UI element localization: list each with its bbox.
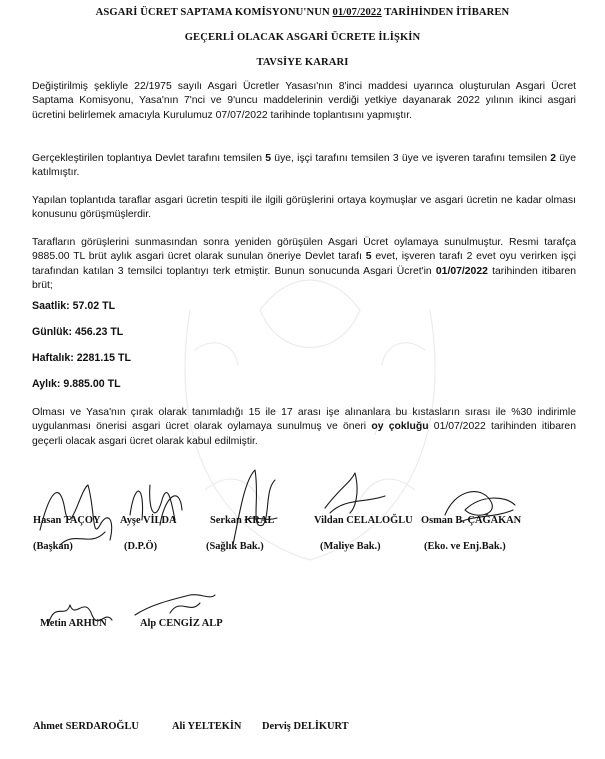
- title-suffix: TARİHİNDEN İTİBAREN: [384, 7, 510, 18]
- amount-weekly: [32, 351, 131, 365]
- paragraph-1: Değiştirilmiş şekliyle 22/1975 sayılı Asgari Ücretler Yasası'nın 8'inci maddesi uyarınca oluşturulan Asgari Ücret Saptama Komisyonu, Yasa'nın 7'nci ve 9'uncu maddelerinin verdiği yetkiye dayanarak 2022 yılının ikinci asgari ücretini belirlemek amacıyla Kurulumuz 07/07/2022 tarihinde toplantısını yapmıştır.: [32, 81, 576, 121]
- signatory-name-5: Osman B. ÇAĞAKAN: [421, 515, 522, 526]
- paragraph-2-text-a: Gerçekleştirilen toplantıya Devlet tarafını temsilen: [32, 153, 263, 164]
- signatory-role-3: (Sağlık Bak.): [206, 541, 264, 552]
- signatory-name-7: Alp CENGİZ ALP: [140, 618, 223, 629]
- document-title-line-3: TAVSİYE KARARI: [256, 57, 349, 68]
- signatory-name-3: Serkan KRAL: [210, 515, 275, 526]
- signatory-name-8: Ahmet SERDAROĞLU: [33, 721, 139, 732]
- amount-daily-value: 456.23 TL: [74, 326, 124, 338]
- paragraph-4: [32, 236, 576, 294]
- paragraph-2-count-state: 5: [265, 153, 272, 164]
- title-prefix: ASGARİ ÜCRET SAPTAMA KOMİSYONU'NUN: [95, 7, 330, 18]
- signatory-role-5: (Eko. ve Enj.Bak.): [424, 541, 506, 552]
- paragraph-4-text-e: tarihinden itibaren brüt;: [32, 265, 577, 292]
- signatory-name-9: Ali YELTEKİN: [172, 721, 242, 732]
- signatory-role-4: (Maliye Bak.): [320, 541, 381, 552]
- signature-kral: [225, 460, 285, 550]
- paragraph-5: [32, 406, 576, 449]
- paragraph-5-majority: oy çokluğu: [371, 421, 429, 433]
- paragraph-5-text-c: 01/07/2022 tarihinden itibaren geçerli olacak asgari ücret olarak kabul edilmiştir.: [32, 421, 576, 447]
- amount-daily-label: Günlük:: [32, 326, 73, 338]
- signatory-name-6: Metin ARHUN: [40, 618, 107, 629]
- paragraph-2: [32, 152, 576, 181]
- document-title-line-2: GEÇERLİ OLACAK ASGARİ ÜCRETE İLİŞKİN: [184, 32, 421, 43]
- paragraph-4-yes-count: 5: [365, 251, 372, 263]
- signature-vilda: [120, 465, 190, 545]
- paragraph-4-text-a: Tarafların görüşlerini sunmasından sonra yeniden görüşülen Asgari Ücret oylamaya sunulmuştur. Resmi tarafça 9885.00 TL brüt aylık asgari ücret olarak sunulan öneriye Devlet tarafı: [32, 237, 576, 263]
- amount-weekly-label: Haftalık:: [32, 352, 74, 364]
- paragraph-4-text-c: evet, işveren tarafı 2 evet oyu verirken işçi tarafından katılan 3 temsilci toplantıyı terk etmiştir. Bunun sonucunda Asgari Ücret'in: [32, 251, 577, 277]
- amount-hourly-label: Saatlik:: [32, 300, 70, 312]
- amount-monthly-label: Aylık:: [32, 378, 61, 390]
- document-title-line-1: [0, 6, 605, 20]
- signatory-name-2: Ayşe VİLDA: [120, 515, 177, 526]
- paragraph-2-count-employer: 2: [550, 153, 557, 164]
- amount-hourly: [32, 299, 115, 313]
- amount-daily: [32, 325, 123, 339]
- amount-monthly: [32, 377, 121, 391]
- amount-hourly-value: 57.02 TL: [72, 300, 116, 312]
- paragraph-2-text-e: üye katılmıştır.: [32, 153, 577, 179]
- signatory-role-1: (Başkan): [33, 541, 73, 552]
- amount-weekly-value: 2281.15 TL: [76, 352, 131, 364]
- signatory-name-4: Vildan CELALOĞLU: [314, 515, 413, 526]
- paragraph-4-date: 01/07/2022: [435, 265, 488, 277]
- signature-arhun: [40, 590, 120, 640]
- signatory-role-2: (D.P.Ö): [124, 541, 158, 552]
- paragraph-2-text-c: üye, işçi tarafını temsilen 3 üye ve işveren tarafını temsilen: [274, 153, 548, 164]
- title-date: 01/07/2022: [332, 7, 382, 18]
- amount-monthly-value: 9.885.00 TL: [63, 378, 121, 390]
- paragraph-3: Yapılan toplantıda taraflar asgari ücretin tespiti ile ilgili görüşlerini ortaya koymuşlar ve asgari ücretin ne kadar olması konusunu görüşmüşlerdir.: [32, 195, 576, 221]
- signatory-name-1: Hasan TAÇOY: [33, 515, 101, 526]
- signatory-name-10: Derviş DELİKURT: [262, 721, 349, 732]
- paragraph-5-text-a: Olması ve Yasa'nın çırak olarak tanımladığı 15 ile 17 arası işe alınanlara bu kıstasların sırası ile %30 indirimle uygulanması önerisi asgari ücret olarak oylamaya sunulmuş ve öneri: [32, 407, 576, 433]
